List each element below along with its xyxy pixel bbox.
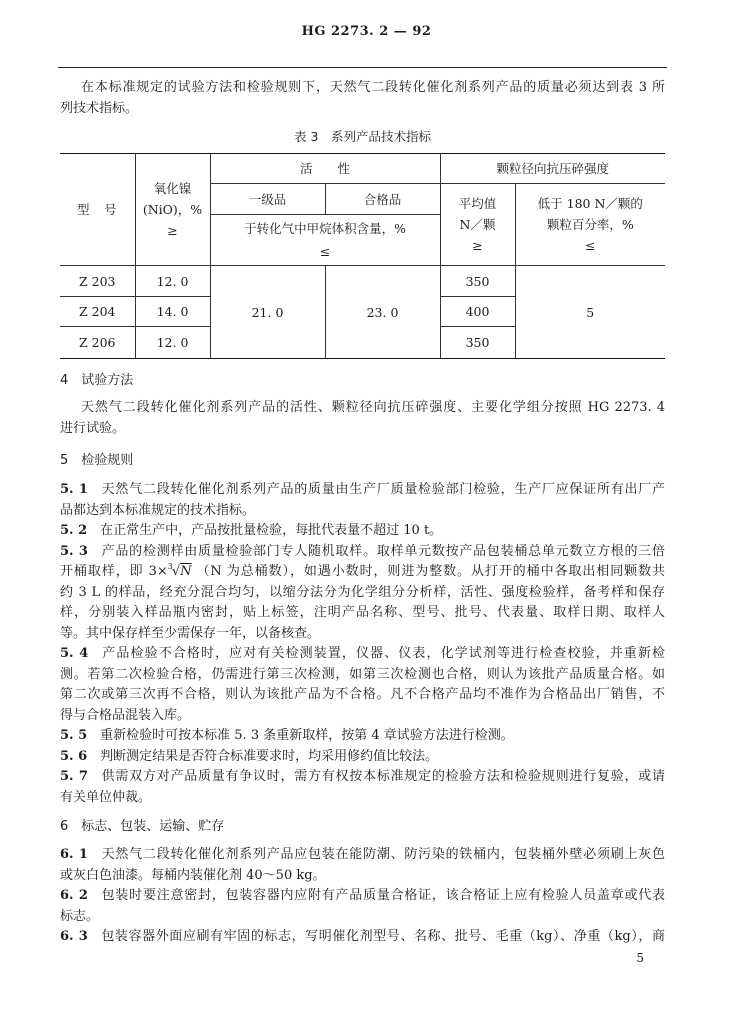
clause-text: 产品的检测样由质量检验部门专人随机取样。取样单元数按产品包装桶总单元数立方根的三倍 [100,543,665,559]
intro-paragraph [60,78,665,119]
clause-5-4-line: 测。若第二次检验合格，仍需进行第三次检测，如第三次检测也合格，则认为该批产品质量合格。如 [60,666,665,682]
clause-5-7-line: 有关单位仲裁。 [60,789,152,805]
header-activity-measure [210,215,440,266]
header-nickel-oxide [135,154,210,266]
section-5-body [60,480,665,808]
paragraph-line: 在本标准规定的试验方法和检验规则下，天然气二段转化催化剂系列产品的质量必须达到表 3 所 [81,80,665,95]
clause-5-3-formula-line [60,562,665,583]
clause-text: 判断测定结果是否符合标准要求时，均采用修约值比较法。 [100,748,439,764]
clause-5-1-line [60,480,665,501]
clause-number: 5. 1 [60,482,88,497]
header-nickel-oxide-line: (NiO)，% [142,202,203,217]
clause-6-1-line: 或灰白色油漆。每桶内装催化剂 40～50 kg。 [60,867,326,883]
clause-number: 5. 5 [60,728,88,743]
clause-number: 6. 3 [60,929,88,944]
clause-5-5-line [60,726,665,747]
clause-5-6-line [60,747,665,768]
paragraph-line: 天然气二段转化催化剂系列产品的活性、颗粒径向抗压碎强度、主要化学组分按照 HG 2273. 4 [81,400,665,415]
header-grade-qualified: 合格品 [325,184,440,215]
section-4-heading: 4 试验方法 [60,373,134,388]
clause-text: 供需双方对产品质量有争议时，需方有权按本标准规定的检验方法和检验规则进行复验，或请 [100,769,665,784]
row-model-cell: Z 204 [60,297,135,327]
product-spec-table [60,153,665,359]
clause-6-2-line [60,886,665,907]
root-sign: √ [171,564,181,579]
header-activity-measure-text: 于转化气中甲烷体积含量，% [244,221,406,236]
row-nio-cell: 14. 0 [135,297,210,327]
row-average-cell: 350 [440,327,515,359]
clause-number: 5. 4 [60,646,89,661]
clause-5-4-line [60,644,665,665]
header-below-line: 低于 180 N／颗的 [537,196,643,211]
root-radicand: N [180,564,192,579]
row-model-cell: Z 206 [60,327,135,359]
clause-text: 包装时要注意密封，包装容器内应附有产品质量合格证，该合格证上应有检验人员盖章或代表 [100,888,665,903]
header-average-line: 平均值 [458,196,497,211]
clause-5-7-line [60,767,665,788]
header-activity: 活 性 [210,154,440,184]
header-below-line: 颗粒百分率，% [546,217,634,232]
header-activity-symbol: ≤ [319,244,331,259]
clause-6-3-line [60,927,665,948]
clause-5-3-line: 等。其中保存样至少需保存一年，以备核查。 [60,625,321,641]
clause-number: 6. 2 [60,888,88,903]
clause-6-1-line [60,845,665,866]
header-rule [58,67,667,68]
header-nickel-oxide-line: 氧化镍 [153,181,192,196]
clause-text: 重新检验时可按本标准 5. 3 条重新取样，按第 4 章试验方法进行检测。 [100,728,514,743]
clause-5-2-line [60,521,665,542]
header-crush-strength: 颗粒径向抗压碎强度 [440,154,665,184]
row-model-cell: Z 203 [60,266,135,297]
section-6-body [60,845,665,948]
paragraph-line: 进行试验。 [60,420,126,436]
paragraph-line: 列技术指标。 [60,100,139,116]
clause-text: 天然气二段转化催化剂系列产品的质量由生产厂质量检验部门检验，生产厂应保证所有出厂产 [100,482,665,497]
clause-number: 5. 7 [60,769,88,784]
header-nickel-oxide-symbol: ≥ [167,223,178,238]
section-4-paragraph [60,398,665,439]
shared-below-percent-cell: 5 [515,266,665,359]
root-index: 3 [167,562,173,571]
standard-code-header: HG 2273. 2 — 92 [301,24,432,39]
formula-lead-text: 开桶取样，即 3× [60,564,168,579]
section-6-heading: 6 标志、包装、运输、贮存 [60,819,225,834]
clause-number: 5. 3 [60,543,88,559]
row-nio-cell: 12. 0 [135,266,210,297]
header-below-180-percent [515,184,665,266]
table-caption: 表 3 系列产品技术指标 [294,129,431,144]
clause-text: 包装容器外面应刷有牢固的标志，写明催化剂型号、名称、批号、毛重（kg）、净重（kg），商 [100,929,665,944]
header-average-strength [440,184,515,266]
header-below-symbol: ≤ [585,238,596,253]
clause-text: 产品检验不合格时，应对有关检测装置，仪器、仪表，化学试剂等进行检查校验，并重新检 [101,646,665,661]
row-average-cell: 400 [440,297,515,327]
page-number: 5 [636,951,644,965]
clause-5-1-line: 品都达到本标准规定的技术指标。 [60,502,256,518]
clause-6-2-line: 标志。 [60,908,100,924]
clause-5-4-line: 得与合格品混装入库。 [60,707,191,723]
shared-grade-qualified-cell: 23. 0 [325,266,440,359]
clause-5-4-line: 第二次或第三次再不合格，则认为该批产品为不合格。凡不合格产品均不准作为合格品出厂销售，不 [60,687,665,702]
shared-grade-first-cell: 21. 0 [210,266,325,359]
header-grade-first: 一级品 [210,184,325,215]
clause-number: 5. 6 [60,748,88,764]
header-average-symbol: ≥ [472,238,483,253]
header-model: 型 号 [60,154,135,266]
section-5-heading: 5 检验规则 [60,453,134,468]
clause-number: 5. 2 [60,523,88,538]
clause-text: 天然气二段转化催化剂系列产品应包装在能防潮、防污染的铁桶内，包装桶外壁必须刷上灰色 [100,847,665,862]
row-average-cell: 350 [440,266,515,297]
header-average-line: N／颗 [459,217,496,232]
formula-trail-text: （N 为总桶数），如遇小数时，则进为整数。从打开的桶中各取出相同颗数共 [195,564,666,579]
clause-5-3-line: 约 3 L 的样品，经充分混合均匀，以缩分法分为化学组分分析样，活性、强度检验样，备考样和保存 [60,584,665,600]
clause-5-3-line [60,542,665,563]
clause-number: 6. 1 [60,847,88,862]
row-nio-cell: 12. 0 [135,327,210,359]
clause-text: 在正常生产中，产品按批量检验，每批代表量不超过 10 t。 [100,523,443,538]
clause-5-3-line: 样，分别装入样品瓶内密封，贴上标签，注明产品名称、型号、批号、代表量、取样日期、取样人 [60,605,665,620]
